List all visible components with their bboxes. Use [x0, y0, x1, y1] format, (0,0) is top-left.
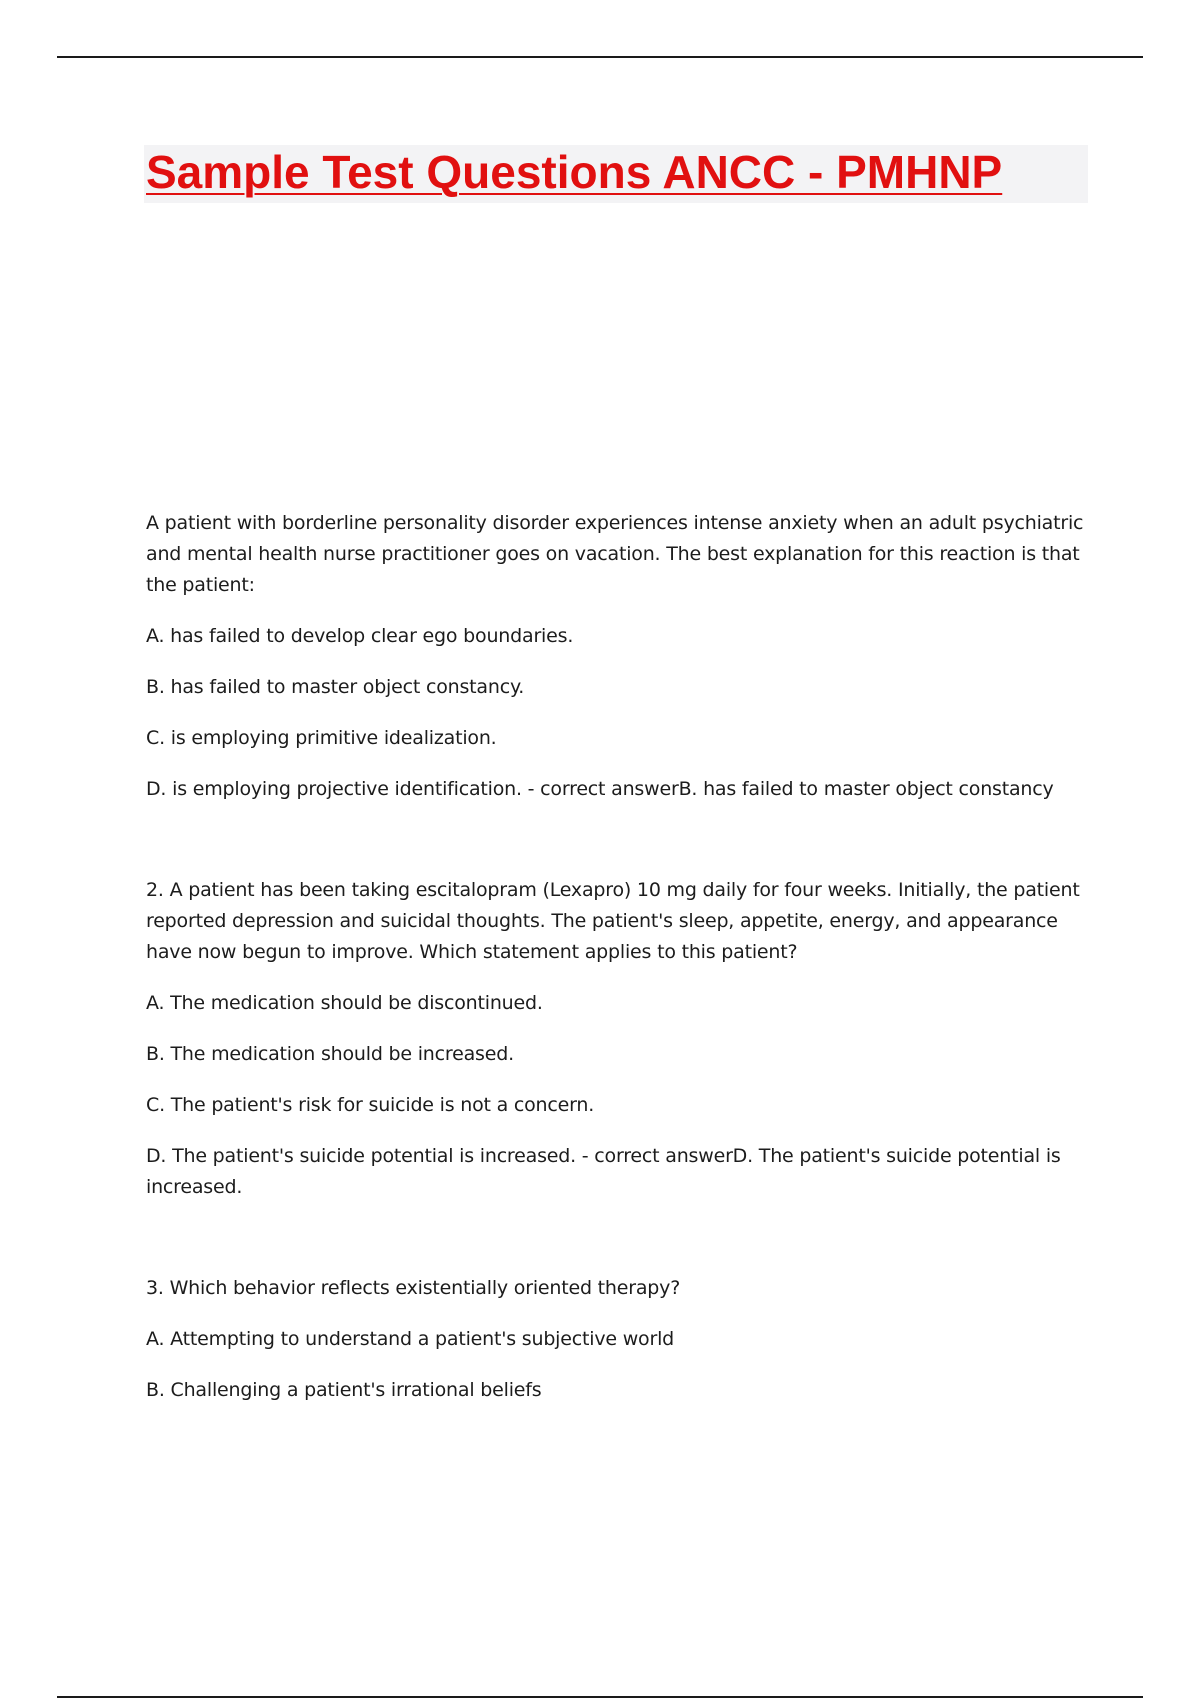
question-stem: A patient with borderline personality disorder experiences intense anxiety when an adult psychiatric and mental health nurse practitioner goes on vacation. The best explanation for this reaction is that the patient: [146, 512, 1084, 596]
answer-option-a: A. Attempting to understand a patient's subjective world [146, 1328, 675, 1350]
question-stem: 3. Which behavior reflects existentially oriented therapy? [146, 1277, 681, 1299]
question-2 [146, 875, 1096, 1203]
answer-option-c: C. is employing primitive idealization. [146, 727, 497, 749]
answer-option-a: A. The medication should be discontinued. [146, 992, 543, 1014]
top-rule [57, 56, 1143, 58]
answer-option-c: C. The patient's risk for suicide is not a concern. [146, 1094, 595, 1116]
answer-option-a: A. has failed to develop clear ego boundaries. [146, 625, 574, 647]
bottom-rule [57, 1696, 1143, 1698]
question-1 [146, 508, 1096, 805]
question-stem: 2. A patient has been taking escitalopram (Lexapro) 10 mg daily for four weeks. Initially, the patient reported depression and suicidal thoughts. The patient's sleep, appetite, energy, and appearance have now begun to improve. Which statement applies to this patient? [146, 879, 1080, 963]
document-title: Sample Test Questions ANCC - PMHNP [146, 146, 1003, 198]
answer-option-d: D. The patient's suicide potential is increased. - correct answerD. The patient's suicide potential is increased. [146, 1145, 1061, 1198]
question-3 [146, 1273, 1096, 1406]
answer-option-d: D. is employing projective identification. - correct answerB. has failed to master object constancy [146, 778, 1054, 800]
answer-option-b: B. Challenging a patient's irrational beliefs [146, 1379, 542, 1401]
answer-option-b: B. The medication should be increased. [146, 1043, 514, 1065]
question-list [146, 508, 1096, 1406]
answer-option-b: B. has failed to master object constancy. [146, 676, 525, 698]
